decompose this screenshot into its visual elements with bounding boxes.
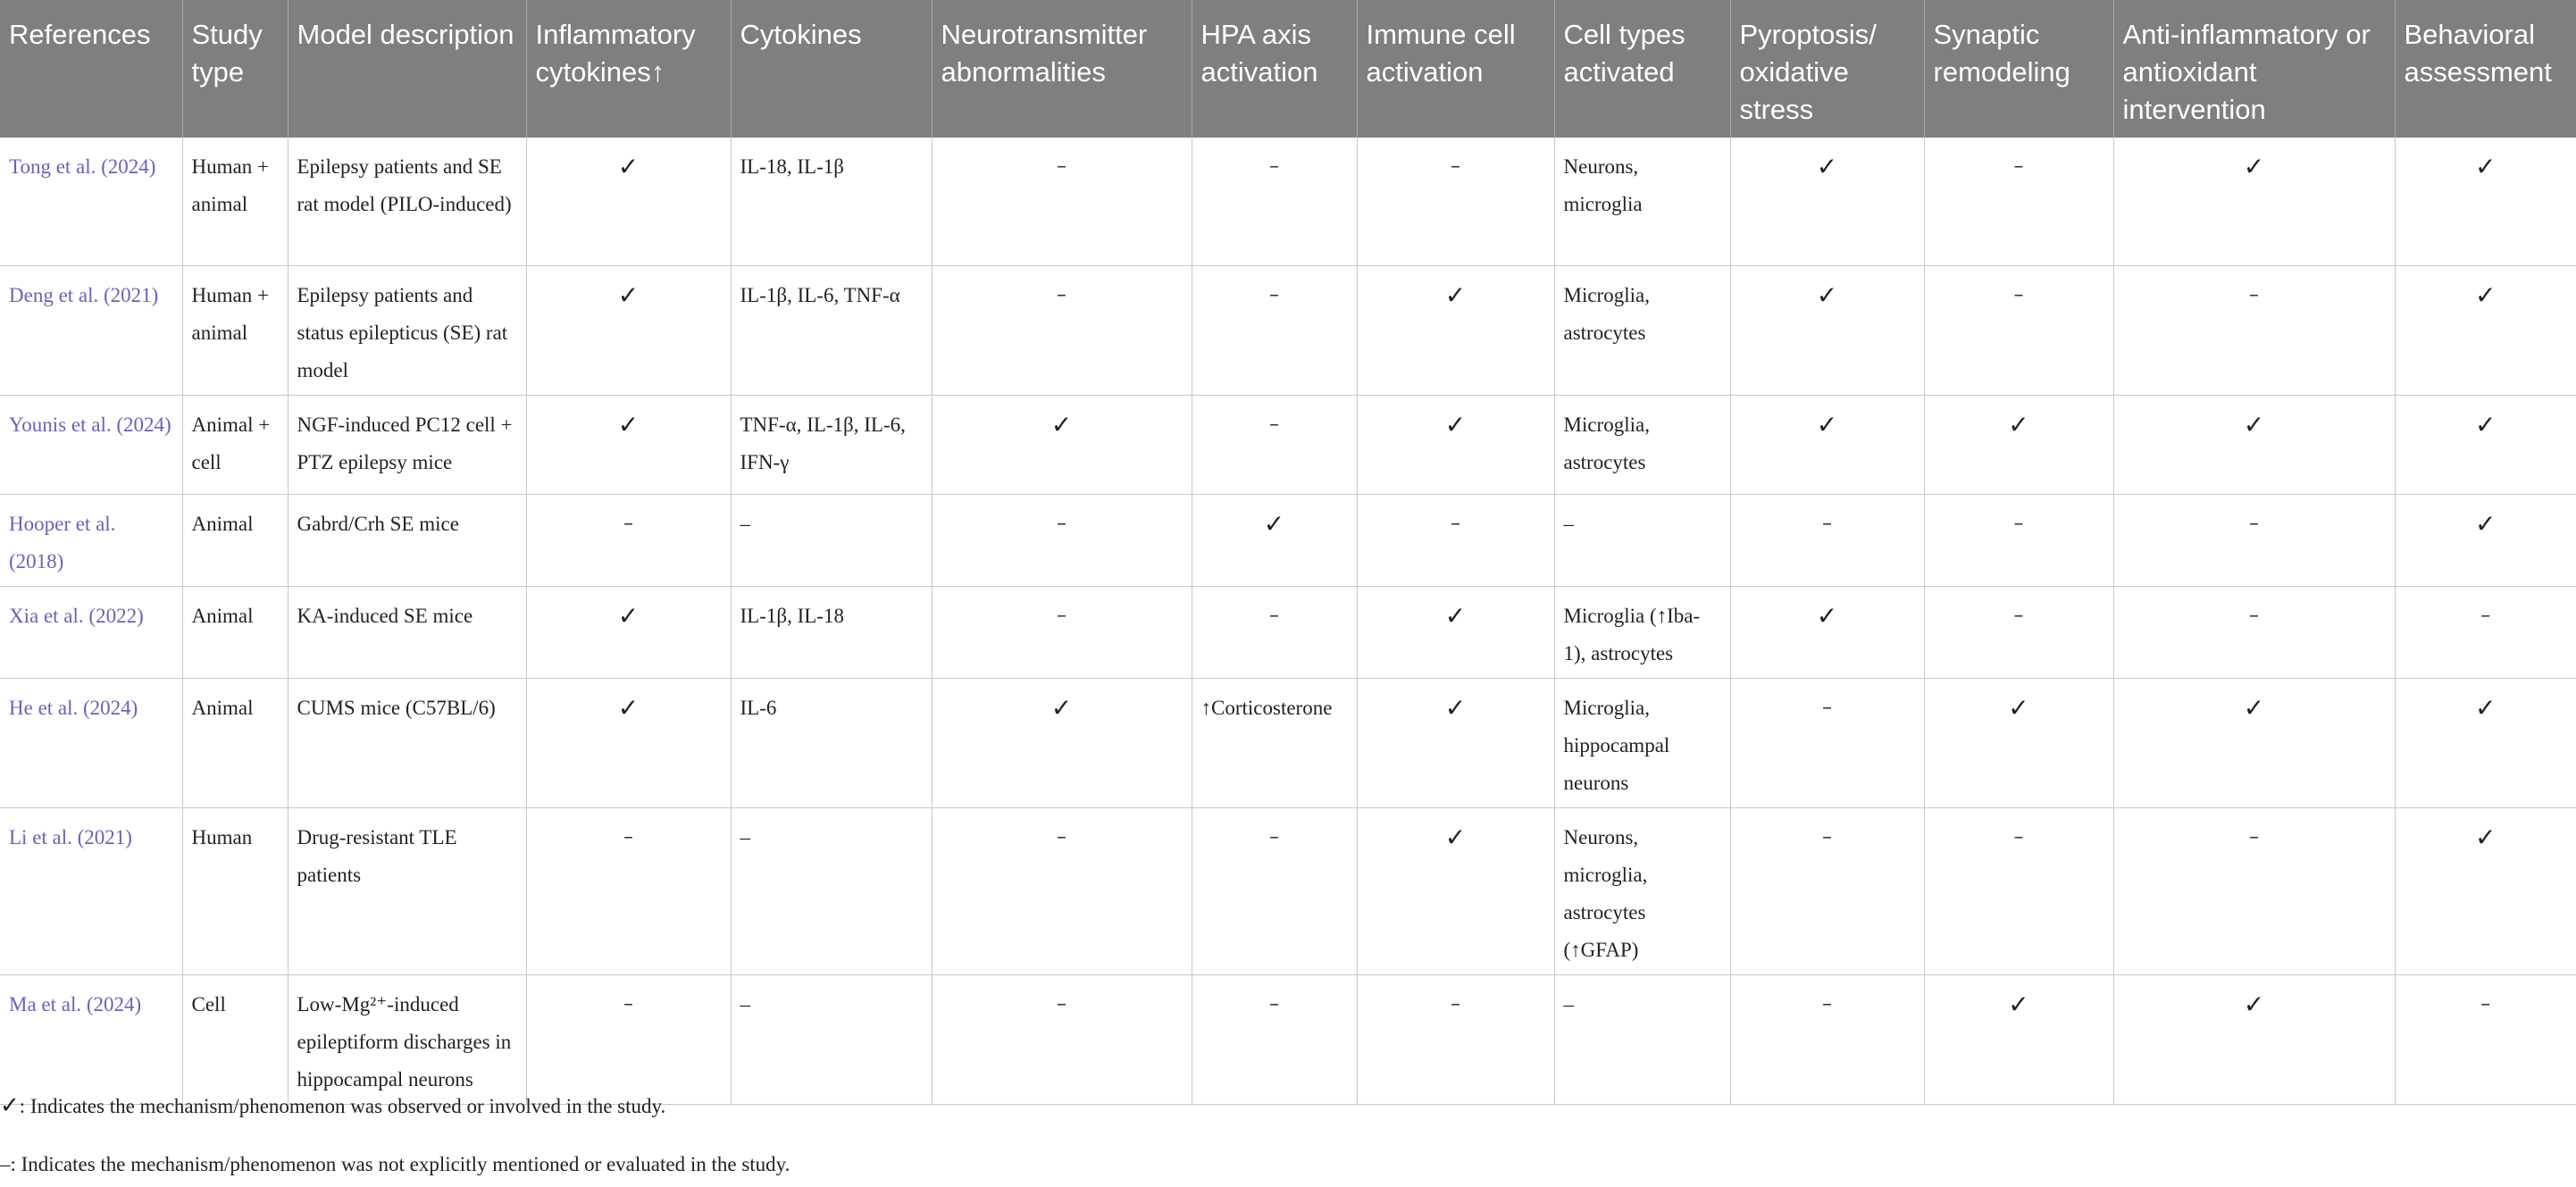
pyroptosis-oxidative-stress: ✓: [1730, 138, 1924, 265]
col-header: Inflammatory cytokines↑: [526, 0, 731, 138]
behavioral-assessment: ✓: [2395, 678, 2576, 807]
col-header: Pyroptosis/ oxidative stress: [1730, 0, 1924, 138]
col-header: Anti-inflammatory or antioxidant intervention: [2113, 0, 2395, 138]
footnote-dash-text: : Indicates the mechanism/phenomenon was not explicitly mentioned or evaluated in the study.: [10, 1153, 790, 1175]
synaptic-remodeling: ✓: [1924, 678, 2113, 807]
hpa-axis-activation: ✓: [1192, 494, 1357, 586]
synaptic-remodeling: –: [1924, 138, 2113, 265]
neurotransmitter-abnormalities: ✓: [932, 678, 1192, 807]
hpa-axis-activation: –: [1192, 395, 1357, 494]
hpa-axis-activation: –: [1192, 586, 1357, 678]
pyroptosis-oxidative-stress: –: [1730, 678, 1924, 807]
inflammatory-cytokines: ✓: [526, 395, 731, 494]
anti-inflammatory-intervention: ✓: [2113, 678, 2395, 807]
neurotransmitter-abnormalities: –: [932, 586, 1192, 678]
inflammatory-cytokines: ✓: [526, 265, 731, 395]
reference-link[interactable]: Tong et al. (2024): [0, 138, 182, 265]
header-row: [0, 0, 2576, 138]
col-header: HPA axis activation: [1192, 0, 1357, 138]
inflammatory-cytokines: ✓: [526, 586, 731, 678]
col-header: Cytokines: [731, 0, 932, 138]
study-type: Human: [182, 807, 288, 974]
hpa-axis-activation: –: [1192, 265, 1357, 395]
immune-cell-activation: ✓: [1357, 586, 1554, 678]
table-row: [0, 138, 2576, 265]
hpa-axis-activation: –: [1192, 807, 1357, 974]
synaptic-remodeling: –: [1924, 807, 2113, 974]
dash-icon: –: [0, 1153, 11, 1175]
neurotransmitter-abnormalities: –: [932, 807, 1192, 974]
cytokines: –: [731, 807, 932, 974]
footnote-check: [0, 1091, 790, 1121]
behavioral-assessment: ✓: [2395, 265, 2576, 395]
model-description: Epilepsy patients and SE rat model (PILO-induced): [288, 138, 526, 265]
cell-types-activated: Microglia, astrocytes: [1554, 395, 1730, 494]
cytokines: –: [731, 494, 932, 586]
model-description: Gabrd/Crh SE mice: [288, 494, 526, 586]
footnote-check-text: : Indicates the mechanism/phenomenon was observed or involved in the study.: [19, 1095, 666, 1117]
reference-link[interactable]: Ma et al. (2024): [0, 974, 182, 1104]
hpa-axis-activation: –: [1192, 138, 1357, 265]
neurotransmitter-abnormalities: –: [932, 265, 1192, 395]
cytokines: IL-1β, IL-6, TNF-α: [731, 265, 932, 395]
neurotransmitter-abnormalities: –: [932, 494, 1192, 586]
study-type: Cell: [182, 974, 288, 1104]
behavioral-assessment: –: [2395, 586, 2576, 678]
study-type: Animal: [182, 678, 288, 807]
cell-types-activated: Microglia (↑Iba-1), astrocytes: [1554, 586, 1730, 678]
col-header: Study type: [182, 0, 288, 138]
immune-cell-activation: ✓: [1357, 395, 1554, 494]
inflammatory-cytokines: –: [526, 807, 731, 974]
col-header: Neurotransmitter abnormalities: [932, 0, 1192, 138]
cytokines: TNF-α, IL-1β, IL-6, IFN-γ: [731, 395, 932, 494]
immune-cell-activation: –: [1357, 494, 1554, 586]
hpa-axis-activation: ↑Corticosterone: [1192, 678, 1357, 807]
behavioral-assessment: ✓: [2395, 807, 2576, 974]
study-type: Animal: [182, 494, 288, 586]
anti-inflammatory-intervention: –: [2113, 807, 2395, 974]
model-description: Drug-resistant TLE patients: [288, 807, 526, 974]
synaptic-remodeling: ✓: [1924, 974, 2113, 1104]
synaptic-remodeling: ✓: [1924, 395, 2113, 494]
reference-link[interactable]: Xia et al. (2022): [0, 586, 182, 678]
study-type: Animal: [182, 586, 288, 678]
synaptic-remodeling: –: [1924, 586, 2113, 678]
col-header: Immune cell activation: [1357, 0, 1554, 138]
check-icon: ✓: [0, 1092, 20, 1119]
cytokines: IL-18, IL-1β: [731, 138, 932, 265]
behavioral-assessment: ✓: [2395, 138, 2576, 265]
neurotransmitter-abnormalities: –: [932, 138, 1192, 265]
pyroptosis-oxidative-stress: –: [1730, 494, 1924, 586]
reference-link[interactable]: Deng et al. (2021): [0, 265, 182, 395]
col-header: Cell types activated: [1554, 0, 1730, 138]
behavioral-assessment: ✓: [2395, 494, 2576, 586]
cell-types-activated: –: [1554, 494, 1730, 586]
neurotransmitter-abnormalities: ✓: [932, 395, 1192, 494]
table-row: [0, 395, 2576, 494]
table-row: [0, 807, 2576, 974]
immune-cell-activation: ✓: [1357, 678, 1554, 807]
study-type: Human + animal: [182, 265, 288, 395]
pyroptosis-oxidative-stress: ✓: [1730, 586, 1924, 678]
synaptic-remodeling: –: [1924, 494, 2113, 586]
table-row: [0, 678, 2576, 807]
cytokines: IL-1β, IL-18: [731, 586, 932, 678]
cell-types-activated: Neurons, microglia, astrocytes (↑GFAP): [1554, 807, 1730, 974]
col-header: References: [0, 0, 182, 138]
neurotransmitter-abnormalities: –: [932, 974, 1192, 1104]
col-header: Model description: [288, 0, 526, 138]
immune-cell-activation: –: [1357, 974, 1554, 1104]
footnotes: [0, 1091, 790, 1179]
table-row: [0, 265, 2576, 395]
model-description: Low-Mg²⁺-induced epileptiform discharges in hippocampal neurons: [288, 974, 526, 1104]
reference-link[interactable]: Hooper et al. (2018): [0, 494, 182, 586]
model-description: NGF-induced PC12 cell + PTZ epilepsy mice: [288, 395, 526, 494]
pyroptosis-oxidative-stress: ✓: [1730, 395, 1924, 494]
anti-inflammatory-intervention: –: [2113, 265, 2395, 395]
table-row: [0, 494, 2576, 586]
model-description: Epilepsy patients and status epilepticus (SE) rat model: [288, 265, 526, 395]
table-row: [0, 586, 2576, 678]
anti-inflammatory-intervention: –: [2113, 586, 2395, 678]
study-type: Animal + cell: [182, 395, 288, 494]
col-header: Synaptic remodeling: [1924, 0, 2113, 138]
inflammatory-cytokines: ✓: [526, 138, 731, 265]
pyroptosis-oxidative-stress: ✓: [1730, 265, 1924, 395]
immune-cell-activation: ✓: [1357, 265, 1554, 395]
immune-cell-activation: –: [1357, 138, 1554, 265]
inflammatory-cytokines: ✓: [526, 678, 731, 807]
behavioral-assessment: –: [2395, 974, 2576, 1104]
study-type: Human + animal: [182, 138, 288, 265]
col-header: Behavioral assessment: [2395, 0, 2576, 138]
reference-link[interactable]: He et al. (2024): [0, 678, 182, 807]
reference-link[interactable]: Li et al. (2021): [0, 807, 182, 974]
cell-types-activated: Microglia, astrocytes: [1554, 265, 1730, 395]
table-row: [0, 974, 2576, 1104]
model-description: CUMS mice (C57BL/6): [288, 678, 526, 807]
anti-inflammatory-intervention: –: [2113, 494, 2395, 586]
reference-link[interactable]: Younis et al. (2024): [0, 395, 182, 494]
anti-inflammatory-intervention: ✓: [2113, 395, 2395, 494]
anti-inflammatory-intervention: ✓: [2113, 974, 2395, 1104]
cell-types-activated: –: [1554, 974, 1730, 1104]
inflammatory-cytokines: –: [526, 494, 731, 586]
pyroptosis-oxidative-stress: –: [1730, 974, 1924, 1104]
footnote-dash: [0, 1150, 790, 1179]
anti-inflammatory-intervention: ✓: [2113, 138, 2395, 265]
immune-cell-activation: ✓: [1357, 807, 1554, 974]
pyroptosis-oxidative-stress: –: [1730, 807, 1924, 974]
cytokines: –: [731, 974, 932, 1104]
behavioral-assessment: ✓: [2395, 395, 2576, 494]
cell-types-activated: Neurons, microglia: [1554, 138, 1730, 265]
cell-types-activated: Microglia, hippocampal neurons: [1554, 678, 1730, 807]
cytokines: IL-6: [731, 678, 932, 807]
table-body: [0, 138, 2576, 1104]
model-description: KA-induced SE mice: [288, 586, 526, 678]
hpa-axis-activation: –: [1192, 974, 1357, 1104]
synaptic-remodeling: –: [1924, 265, 2113, 395]
inflammatory-cytokines: –: [526, 974, 731, 1104]
